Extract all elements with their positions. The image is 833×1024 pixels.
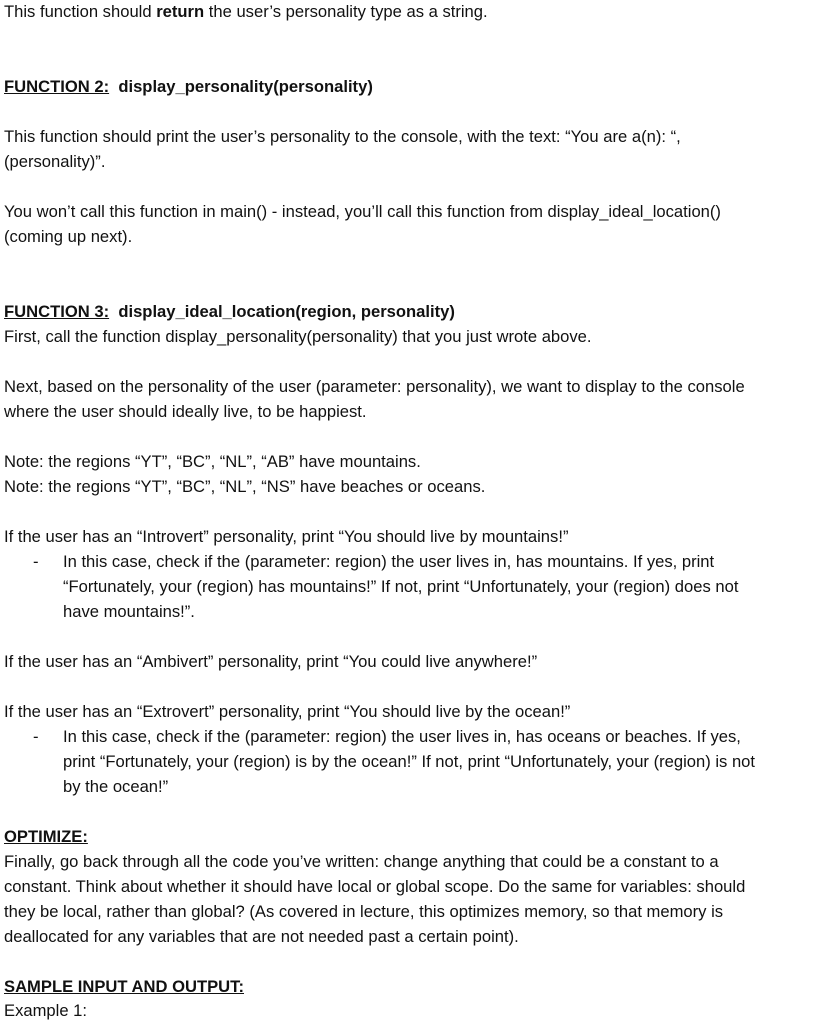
optimize-line4: deallocated for any variables that are not needed past a certain point).: [4, 927, 519, 946]
introvert-bullet-line1: In this case, check if the (parameter: region) the user lives in, has mountains. If yes, print: [63, 552, 715, 571]
extrovert-bullet-marker: -: [33, 727, 39, 746]
function3-first: First, call the function display_personality(personality) that you just wrote above.: [4, 327, 592, 346]
intro-line: [4, 2, 488, 22]
function2-para1-line2: (personality)”.: [4, 152, 106, 171]
intro-text-end: the user’s personality type as a string.: [204, 2, 488, 21]
function2-para1-line1: This function should print the user’s personality to the console, with the text: “You are a(n): “,: [4, 127, 681, 146]
function2-signature: display_personality(personality): [118, 77, 373, 96]
extrovert-bullet-line2: print “Fortunately, your (region) is by the ocean!” If not, print “Unfortunately, your (region) is not: [63, 752, 756, 771]
introvert-bullet-line2: “Fortunately, your (region) has mountains!” If not, print “Unfortunately, your (region) does not: [63, 577, 739, 596]
note-mountains: Note: the regions “YT”, “BC”, “NL”, “AB” have mountains.: [4, 452, 421, 471]
extrovert-bullet-line1: In this case, check if the (parameter: region) the user lives in, has oceans or beaches. If yes,: [63, 727, 741, 746]
introvert-bullet-marker: -: [33, 552, 39, 571]
intro-text: This function should: [4, 2, 157, 21]
function2-label: FUNCTION 2:: [4, 77, 110, 96]
note-beaches: Note: the regions “YT”, “BC”, “NL”, “NS” have beaches or oceans.: [4, 477, 486, 496]
function3-next-line1: Next, based on the personality of the user (parameter: personality), we want to display to the console: [4, 377, 745, 396]
function2-para2-line2: (coming up next).: [4, 227, 133, 246]
optimize-heading: OPTIMIZE:: [4, 827, 88, 846]
function3-next-line2: where the user should ideally live, to be happiest.: [4, 402, 367, 421]
extrovert-bullet-line3: by the ocean!”: [63, 777, 169, 796]
ambivert-rule: If the user has an “Ambivert” personality, print “You could live anywhere!”: [4, 652, 538, 671]
function2-heading: [4, 77, 373, 97]
sample-heading: SAMPLE INPUT AND OUTPUT:: [4, 977, 244, 996]
extrovert-rule: If the user has an “Extrovert” personality, print “You should live by the ocean!”: [4, 702, 571, 721]
function3-signature: display_ideal_location(region, personality): [118, 302, 455, 321]
optimize-line1: Finally, go back through all the code you’ve written: change anything that could be a constant to a: [4, 852, 719, 871]
optimize-line3: they be local, rather than global? (As covered in lecture, this optimizes memory, so that memory is: [4, 902, 724, 921]
introvert-rule: If the user has an “Introvert” personality, print “You should live by mountains!”: [4, 527, 569, 546]
introvert-bullet-line3: have mountains!”.: [63, 602, 195, 621]
function2-para2-line1: You won’t call this function in main() - instead, you’ll call this function from display_ideal_location(): [4, 202, 721, 221]
intro-bold-return: return: [156, 2, 205, 21]
optimize-line2: constant. Think about whether it should have local or global scope. Do the same for variables: should: [4, 877, 746, 896]
function3-label: FUNCTION 3:: [4, 302, 110, 321]
sample-example-label: Example 1:: [4, 1001, 88, 1020]
function3-heading: [4, 302, 455, 322]
